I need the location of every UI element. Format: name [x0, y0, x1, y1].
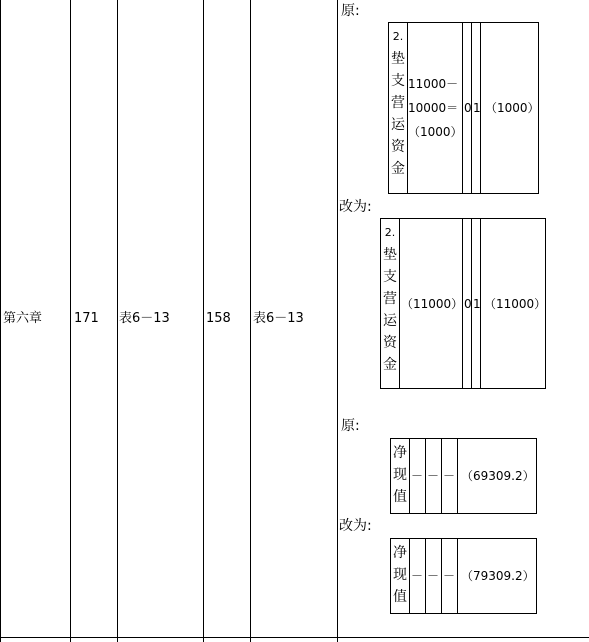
calc-line: （1000） [408, 125, 463, 139]
column-divider [250, 0, 251, 642]
dash: － [427, 569, 440, 583]
char: 2. [392, 30, 404, 43]
char: 运 [391, 117, 405, 133]
subtable-divider [425, 539, 426, 613]
subtable-divider [457, 439, 458, 513]
new-page-cell: 158 [206, 311, 231, 326]
subtable-divider [441, 539, 442, 613]
col-a-value: 0 [464, 297, 472, 311]
vertical-item-label [389, 26, 407, 180]
dash: － [427, 469, 440, 483]
char: 支 [383, 269, 397, 285]
original-label: 原: [341, 3, 360, 19]
npv-value: （79309.2） [461, 569, 535, 583]
revised-npv-subtable [390, 538, 537, 614]
calc-line: 10000＝ [408, 101, 459, 115]
subtable-divider [462, 23, 463, 193]
char: 营 [383, 291, 397, 307]
char: 垫 [383, 247, 397, 263]
dash: － [411, 569, 424, 583]
original-npv-subtable [390, 438, 537, 514]
vertical-item-label [381, 222, 399, 376]
char: 运 [383, 313, 397, 329]
changed-label: 改为: [339, 518, 372, 534]
subtable-divider [399, 219, 400, 388]
subtable-divider [425, 439, 426, 513]
column-divider [117, 0, 118, 642]
original-table-cell: 表6－13 [119, 311, 170, 326]
char: 现 [393, 567, 407, 583]
char: 值 [393, 589, 407, 605]
char: 净 [393, 445, 407, 461]
changed-label: 改为: [339, 199, 372, 215]
column-divider [203, 0, 204, 642]
table-border-left [0, 0, 1, 642]
col-b-value: 1 [473, 101, 481, 115]
result-value: （1000） [485, 101, 540, 115]
char: 资 [383, 335, 397, 351]
npv-value: （69309.2） [461, 469, 535, 483]
char: 金 [383, 357, 397, 373]
char: 现 [393, 467, 407, 483]
original-page-cell: 171 [74, 311, 99, 326]
result-value: （11000） [484, 297, 547, 311]
vertical-item-label [391, 542, 409, 608]
dash: － [411, 469, 424, 483]
char: 资 [391, 139, 405, 155]
subtable-divider [441, 439, 442, 513]
column-divider [337, 0, 338, 642]
original-subtable [388, 22, 539, 194]
dash: － [443, 469, 456, 483]
col-b-value: 1 [473, 297, 481, 311]
char: 垫 [391, 51, 405, 67]
subtable-divider [409, 539, 410, 613]
new-table-cell: 表6－13 [253, 311, 304, 326]
char: 金 [391, 161, 405, 177]
subtable-divider [457, 539, 458, 613]
char: 净 [393, 545, 407, 561]
original-label: 原: [341, 418, 360, 434]
dash: － [443, 569, 456, 583]
calc-line: 11000－ [408, 77, 459, 91]
subtable-divider [409, 439, 410, 513]
chapter-cell: 第六章 [3, 311, 43, 326]
vertical-item-label [391, 442, 409, 508]
char: 营 [391, 95, 405, 111]
calc-value: （11000） [401, 297, 464, 311]
char: 值 [393, 489, 407, 505]
column-divider [70, 0, 71, 642]
char: 2. [384, 226, 396, 239]
col-a-value: 0 [464, 101, 472, 115]
revised-subtable [380, 218, 546, 389]
table-bottom-border [0, 637, 589, 638]
char: 支 [391, 73, 405, 89]
